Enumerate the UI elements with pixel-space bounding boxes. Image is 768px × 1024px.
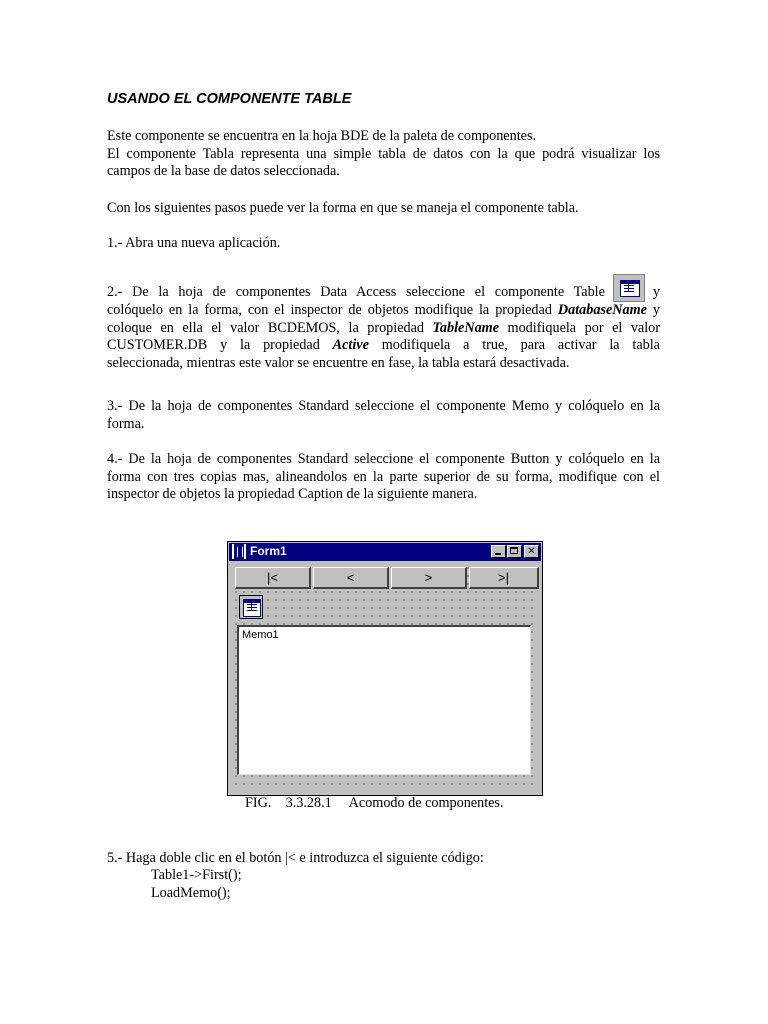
step-2-line-2: colóquelo en la forma, con el inspector de objetos modifique la propiedad DatabaseName y (107, 302, 661, 318)
table-component-icon (613, 274, 645, 302)
intro-line-1: Este componente se encuentra en la hoja BDE de la paleta de componentes. (107, 128, 537, 144)
step-3-line-2: forma. (107, 415, 145, 432)
close-icon[interactable]: ✕ (524, 545, 539, 558)
memo-field[interactable]: Memo1 (237, 625, 531, 775)
step-2-line-1-end: y (652, 284, 660, 301)
intro-paragraph (107, 128, 660, 181)
step-2-line-1-text: 2.- De la hoja de componentes Data Access seleccione el componente Table (107, 284, 605, 301)
code-line-2: LoadMemo(); (151, 885, 231, 901)
next-button[interactable]: > (391, 567, 467, 589)
form-titlebar (229, 543, 541, 561)
step-2 (107, 274, 660, 372)
window-controls (490, 545, 539, 558)
databasename-property: DatabaseName (557, 302, 647, 318)
step-4-line-2: forma con tres copias mas, alineandolos en la parte superior de su forma, modifique con el (107, 468, 660, 485)
step-4 (107, 451, 660, 504)
step-2-line-3: coloque en ella el valor BCDEMOS, la propiedad TableName modifiquela por el valor (107, 319, 661, 336)
step-2-line-1 (107, 274, 660, 302)
form-app-icon (232, 544, 246, 559)
intro-paragraph-2: Con los siguientes pasos puede ver la forma en que se maneja el componente tabla. (107, 200, 579, 216)
step-2-line-5: seleccionada, mientras este valor se encuentre en fase, la tabla estará desactivada. (107, 354, 570, 371)
step-2-line-4: CUSTOMER.DB y la propiedad Active modifiquela a true, para activar la tabla (107, 337, 660, 354)
form-client-area (232, 564, 538, 791)
tablename-property: TableName (432, 319, 500, 336)
step-3-line-1: 3.- De la hoja de componentes Standard seleccione el componente Memo y colóquelo en la (107, 398, 660, 414)
step-3 (107, 398, 660, 433)
intro-line-3: campos de la base de datos seleccionada. (107, 163, 340, 180)
step-4-line-3: inspector de objetos la propiedad Caption de la siguiente manera. (107, 486, 478, 503)
minimize-icon[interactable] (491, 545, 506, 558)
code-line-1: Table1->First(); (151, 867, 242, 883)
active-property: Active (332, 337, 369, 354)
step-4-line-1: 4.- De la hoja de componentes Standard seleccione el componente Button y colóquelo en la (107, 451, 660, 467)
first-button[interactable]: |< (235, 567, 311, 589)
intro-line-2: El componente Tabla representa una simple tabla de datos con la que podrá visualizar los (107, 145, 660, 162)
table-component-icon[interactable] (239, 595, 263, 619)
prior-button[interactable]: < (313, 567, 389, 589)
form-title: Form1 (250, 544, 287, 558)
figure-caption: FIG. 3.3.28.1 Acomodo de componentes. (245, 795, 504, 811)
maximize-icon[interactable] (507, 545, 522, 558)
last-button[interactable]: >| (469, 567, 539, 589)
form-window-figure (227, 541, 543, 796)
section-heading: USANDO EL COMPONENTE TABLE (107, 91, 352, 107)
step-1: 1.- Abra una nueva aplicación. (107, 235, 281, 251)
step-5: 5.- Haga doble clic en el botón |< e introduzca el siguiente código: (107, 850, 484, 866)
